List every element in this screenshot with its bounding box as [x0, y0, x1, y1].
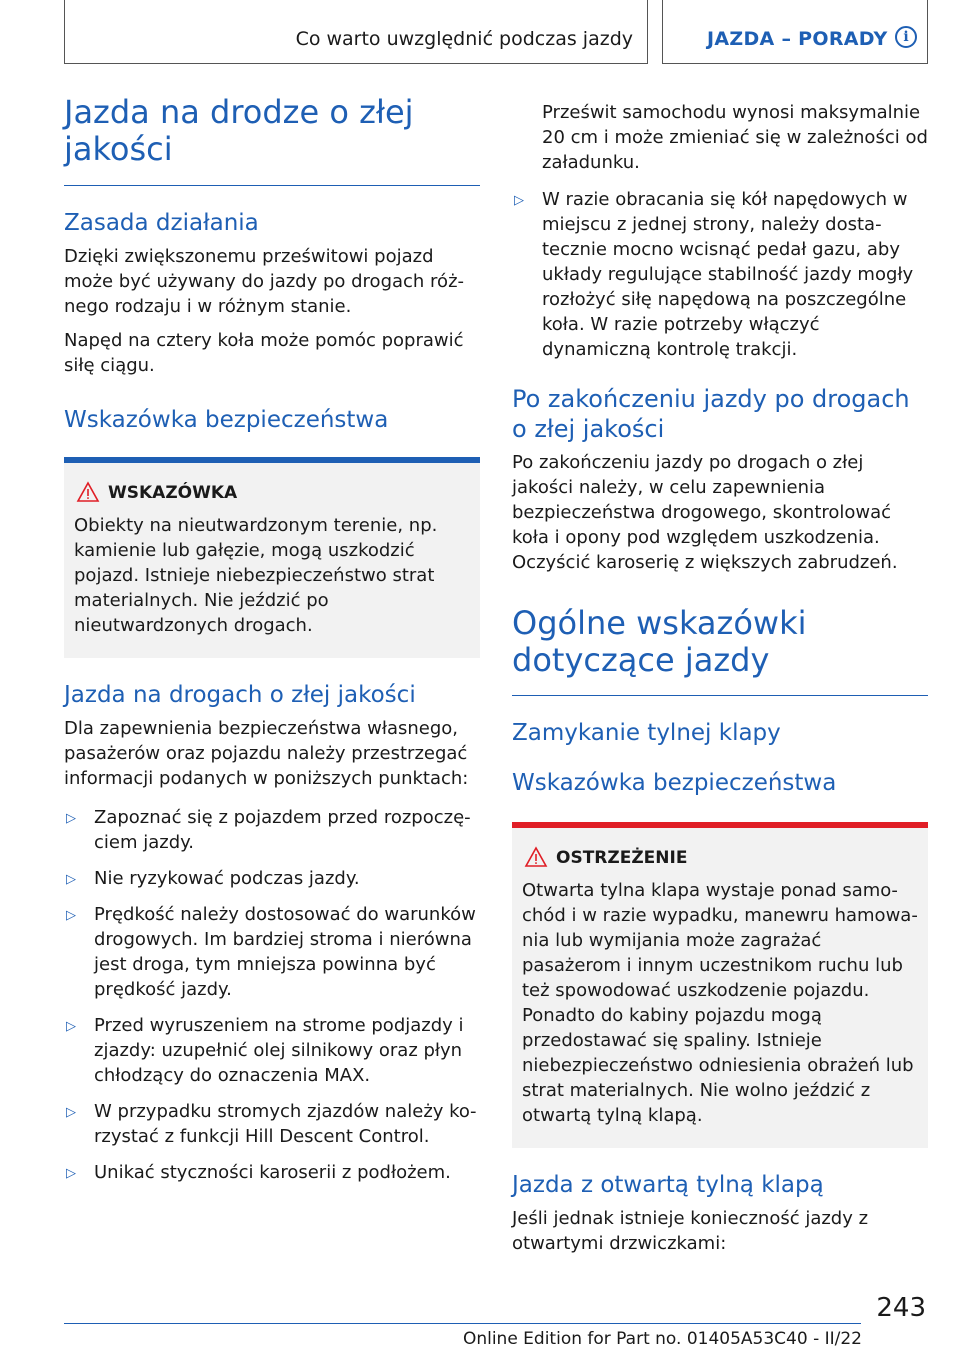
triangle-right-icon: ▷ [66, 1019, 76, 1034]
section-title: Ogólne wskazówki dotyczące jazdy [512, 604, 807, 679]
warning-triangle-icon [524, 846, 548, 868]
heading-safety-2: Wskazówka bezpieczeństwa [512, 770, 837, 796]
paragraph-continued: Prześwit samochodu wynosi maksymalnie 20 cm i może zmieniać się w zależności od załadunku. [542, 102, 928, 173]
info-icon: i [895, 26, 917, 48]
heading-tailgate: Zamykanie tylnej klapy [512, 720, 781, 746]
list-item: ▷ Przed wyruszeniem na strome podjazdy i zjazdy: uzupełnić olej silnikowy oraz płyn chłodzący do oznaczenia MAX. [66, 1015, 464, 1086]
traction-list [512, 187, 928, 362]
heading-after-driving: Po zakończeniu jazdy po drogach o złej jakości [512, 385, 910, 443]
notice-title [74, 481, 470, 505]
heading-open-tailgate: Jazda z otwartą tylną klapą [512, 1172, 824, 1198]
warning-box [512, 822, 928, 1148]
triangle-right-icon: ▷ [66, 908, 76, 923]
list-item: ▷ W razie obracania się kół napędowych w miejscu z jednej strony, należy dostatecznie mocno wcisnąć pedał gazu, aby układy regulujące stabilność jazdy mogły rozłożyć siłę napędową na poszczególne koła. W razie potrzeby włączyć dynamiczną kontrolę trakcji. [514, 189, 914, 360]
footer-divider [64, 1323, 861, 1324]
paragraph-4wd: Napęd na cztery koła może pomóc poprawić siłę ciągu. [64, 330, 464, 376]
notice-title-text: WSKAZÓWKA [108, 483, 238, 503]
paragraph-open-tailgate: Jeśli jednak istnieje konieczność jazdy z otwartymi drzwiczkami: [512, 1208, 869, 1254]
bad-roads-list [64, 805, 480, 1185]
page-title: Jazda na drodze o złej jakości [64, 93, 414, 168]
page-number: 243 [876, 1293, 926, 1323]
list-item: ▷ Prędkość należy dostosować do warunków drogowych. Im bardziej stroma i nierówna jest droga, tym mniejsza powinna być prędkość jazdy. [66, 904, 476, 1000]
warning-text: Otwarta tylna klapa wystaje ponad samochód i w razie wypadku, manewru hamowania lub wymijania może zagrażać pasażerom i innym uczestnikom ruchu lub też spowodować uszkodzenie pojazdu. Ponadto do kabiny pojazdu mogą przedostawać się spaliny. Istnieje niebezpieczeństwo odniesienia obrażeń lub strat materialnych. Nie wolno jeździć z otwartą tylną klapą. [522, 880, 918, 1126]
warning-title [522, 846, 918, 870]
paragraph-after-driving: Po zakończeniu jazdy po drogach o złej jakości należy, w celu zapewnienia bezpieczeństwa drogowego, skontrolować koła i opony pod względem uszkodzenia. Oczyścić karoserię z większych zabrudzeń. [512, 452, 898, 573]
header-section-box [662, 0, 928, 64]
list-item: ▷ Nie ryzykować podczas jazdy. [64, 866, 480, 891]
warning-title-text: OSTRZEŻENIE [556, 848, 688, 868]
triangle-right-icon: ▷ [66, 1166, 76, 1181]
left-column [64, 94, 480, 1185]
heading-principle: Zasada działania [64, 210, 259, 236]
list-item: ▷ Unikać styczności karoserii z podłożem. [64, 1160, 480, 1185]
triangle-right-icon: ▷ [66, 1105, 76, 1120]
triangle-right-icon: ▷ [66, 811, 76, 826]
paragraph-principle: Dzięki zwiększonemu prześwitowi pojazd może być używany do jazdy po drogach różnego rodzaju i w różnym stanie. [64, 246, 465, 317]
warning-triangle-icon [76, 481, 100, 503]
header-chapter-title: Co warto uwzględnić podczas jazdy [295, 28, 633, 50]
heading-bad-roads: Jazda na drogach o złej jakości [64, 682, 416, 708]
paragraph-bad-roads: Dla zapewnienia bezpieczeństwa własnego, pasażerów oraz pojazdu należy przestrzegać informacji podanych w poniższych punktach: [64, 718, 469, 789]
header-chapter-box [64, 0, 648, 64]
list-item: ▷ Zapoznać się z pojazdem przed rozpoczęciem jazdy. [66, 807, 471, 853]
right-column [512, 100, 928, 1256]
triangle-right-icon: ▷ [66, 872, 76, 887]
triangle-right-icon: ▷ [514, 193, 524, 208]
footer-edition: Online Edition for Part no. 01405A53C40 - II/22 [462, 1329, 862, 1349]
title-divider [64, 185, 480, 186]
notice-box [64, 457, 480, 658]
notice-text: Obiekty na nieutwardzonym terenie, np. kamienie lub gałęzie, mogą uszkodzić pojazd. Istnieje niebezpieczeństwo strat materialnych. Nie jeździć po nieutwardzonych drogach. [74, 515, 438, 636]
list-item: ▷ W przypadku stromych zjazdów należy korzystać z funkcji Hill Descent Control. [66, 1101, 477, 1147]
section-divider [512, 695, 928, 696]
header-section-label: JAZDA – PORADY [707, 28, 888, 50]
heading-safety: Wskazówka bezpieczeństwa [64, 407, 389, 433]
